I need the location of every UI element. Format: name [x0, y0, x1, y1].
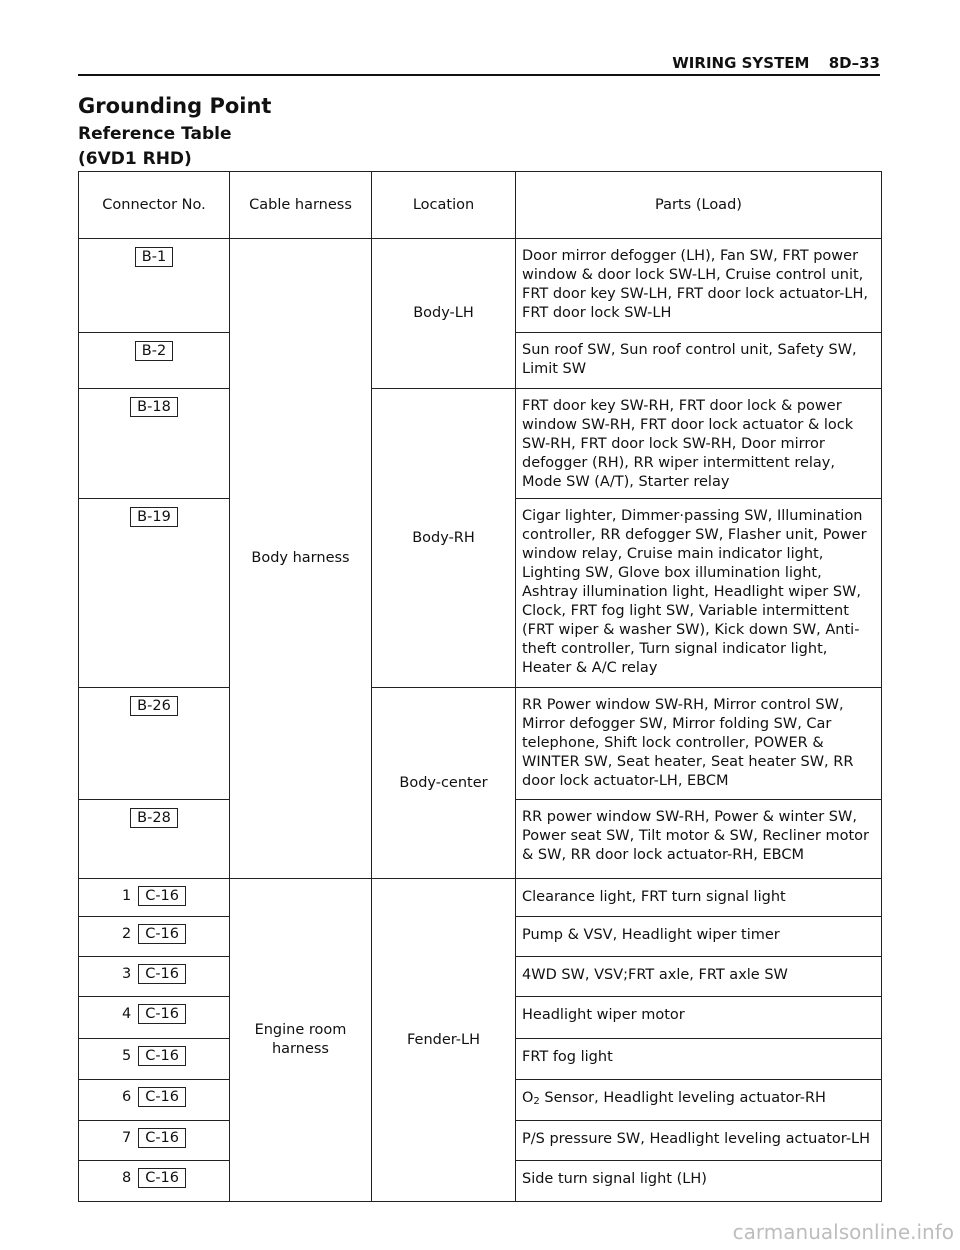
section-title: WIRING SYSTEM: [672, 54, 810, 72]
location-cell: Body-LH: [372, 239, 516, 389]
pin-number: 6: [121, 1089, 132, 1105]
o2-subscript: 2: [533, 1096, 540, 1107]
parts-cell: FRT door key SW-RH, FRT door lock & power window SW-RH, FRT door lock actuator & lock SW-RH, FRT door lock SW-RH, Door mirror defogger (RH), RR wiper intermittent relay, Mode SW (A/T), Starter relay: [516, 389, 882, 499]
connector-label: C-16: [138, 1168, 186, 1188]
watermark: carmanualsonline.info: [732, 1220, 954, 1244]
connector-cell: [79, 997, 230, 1039]
page-title: Grounding Point: [78, 94, 272, 118]
connector-cell: [79, 800, 230, 879]
parts-cell: 4WD SW, VSV;FRT axle, FRT axle SW: [516, 957, 882, 997]
connector-cell: [79, 1039, 230, 1080]
pin-number: 7: [121, 1130, 132, 1146]
connector-label: B-19: [130, 507, 178, 527]
parts-cell: Cigar lighter, Dimmer·passing SW, Illumination controller, RR defogger SW, Flasher unit, Power window relay, Cruise main indicator light, Lighting SW, Glove box illumination light, Ashtray illumination light, Headlight wiper SW, Clock, FRT fog light SW, Variable intermittent (FRT wiper & washer SW), Kick down SW, Anti-theft controller, Turn signal indicator light, Heater & A/C relay: [516, 499, 882, 688]
connector-cell: [79, 1161, 230, 1202]
grounding-reference-table: [78, 171, 882, 1202]
parts-cell: [516, 1080, 882, 1121]
connector-label: B-2: [135, 341, 173, 361]
connector-label: B-28: [130, 808, 178, 828]
location-cell: Body-center: [372, 688, 516, 879]
connector-cell: [79, 389, 230, 499]
pin-number: 8: [121, 1170, 132, 1186]
pin-number: 4: [121, 1006, 132, 1022]
table-row: [79, 389, 882, 499]
connector-label: C-16: [138, 1128, 186, 1148]
pin-number: 2: [121, 926, 132, 942]
connector-label: B-18: [130, 397, 178, 417]
connector-label: C-16: [138, 1046, 186, 1066]
connector-label: C-16: [138, 964, 186, 984]
parts-cell: RR power window SW-RH, Power & winter SW, Power seat SW, Tilt motor & SW, Recliner motor & SW, RR door lock actuator-RH, EBCM: [516, 800, 882, 879]
connector-label: C-16: [138, 886, 186, 906]
connector-label: C-16: [138, 1004, 186, 1024]
connector-cell: [79, 957, 230, 997]
pin-number: 3: [121, 966, 132, 982]
connector-cell: [79, 917, 230, 957]
page-number: 8D–33: [828, 54, 880, 72]
connector-label: C-16: [138, 1087, 186, 1107]
page-header: [672, 54, 880, 72]
parts-cell: Door mirror defogger (LH), Fan SW, FRT power window & door lock SW-LH, Cruise control unit, FRT door key SW-LH, FRT door lock actuator-LH, FRT door lock SW-LH: [516, 239, 882, 333]
harness-cell: Body harness: [230, 239, 372, 879]
connector-label: B-26: [130, 696, 178, 716]
connector-cell: [79, 239, 230, 333]
page-subtitle: Reference Table: [78, 124, 232, 144]
connector-cell: [79, 1080, 230, 1121]
pin-number: 5: [121, 1048, 132, 1064]
connector-label: C-16: [138, 924, 186, 944]
parts-cell: FRT fog light: [516, 1039, 882, 1080]
location-cell: Fender-LH: [372, 879, 516, 1202]
column-header: Cable harness: [230, 172, 372, 239]
connector-cell: [79, 688, 230, 800]
harness-cell: Engine room harness: [230, 879, 372, 1202]
engine-variant: (6VD1 RHD): [78, 149, 192, 169]
table-row: [79, 688, 882, 800]
parts-cell: RR Power window SW-RH, Mirror control SW, Mirror defogger SW, Mirror folding SW, Car telephone, Shift lock controller, POWER & WINTER SW, Seat heater, Seat heater SW, RR door lock actuator-LH, EBCM: [516, 688, 882, 800]
parts-text: Sensor, Headlight leveling actuator-RH: [539, 1090, 826, 1106]
connector-cell: [79, 879, 230, 917]
header-rule: [78, 74, 880, 76]
connector-label: B-1: [135, 247, 173, 267]
pin-number: 1: [121, 888, 132, 904]
parts-cell: Clearance light, FRT turn signal light: [516, 879, 882, 917]
connector-cell: [79, 1121, 230, 1161]
parts-cell: Pump & VSV, Headlight wiper timer: [516, 917, 882, 957]
connector-cell: [79, 333, 230, 389]
table-header-row: [79, 172, 882, 239]
parts-cell: Sun roof SW, Sun roof control unit, Safety SW, Limit SW: [516, 333, 882, 389]
parts-cell: Side turn signal light (LH): [516, 1161, 882, 1202]
parts-cell: P/S pressure SW, Headlight leveling actuator-LH: [516, 1121, 882, 1161]
location-cell: Body-RH: [372, 389, 516, 688]
connector-cell: [79, 499, 230, 688]
table-row: [79, 239, 882, 333]
o2-symbol: O: [522, 1090, 534, 1106]
column-header: Connector No.: [79, 172, 230, 239]
table-row: [79, 879, 882, 917]
parts-cell: Headlight wiper motor: [516, 997, 882, 1039]
column-header: Location: [372, 172, 516, 239]
column-header: Parts (Load): [516, 172, 882, 239]
